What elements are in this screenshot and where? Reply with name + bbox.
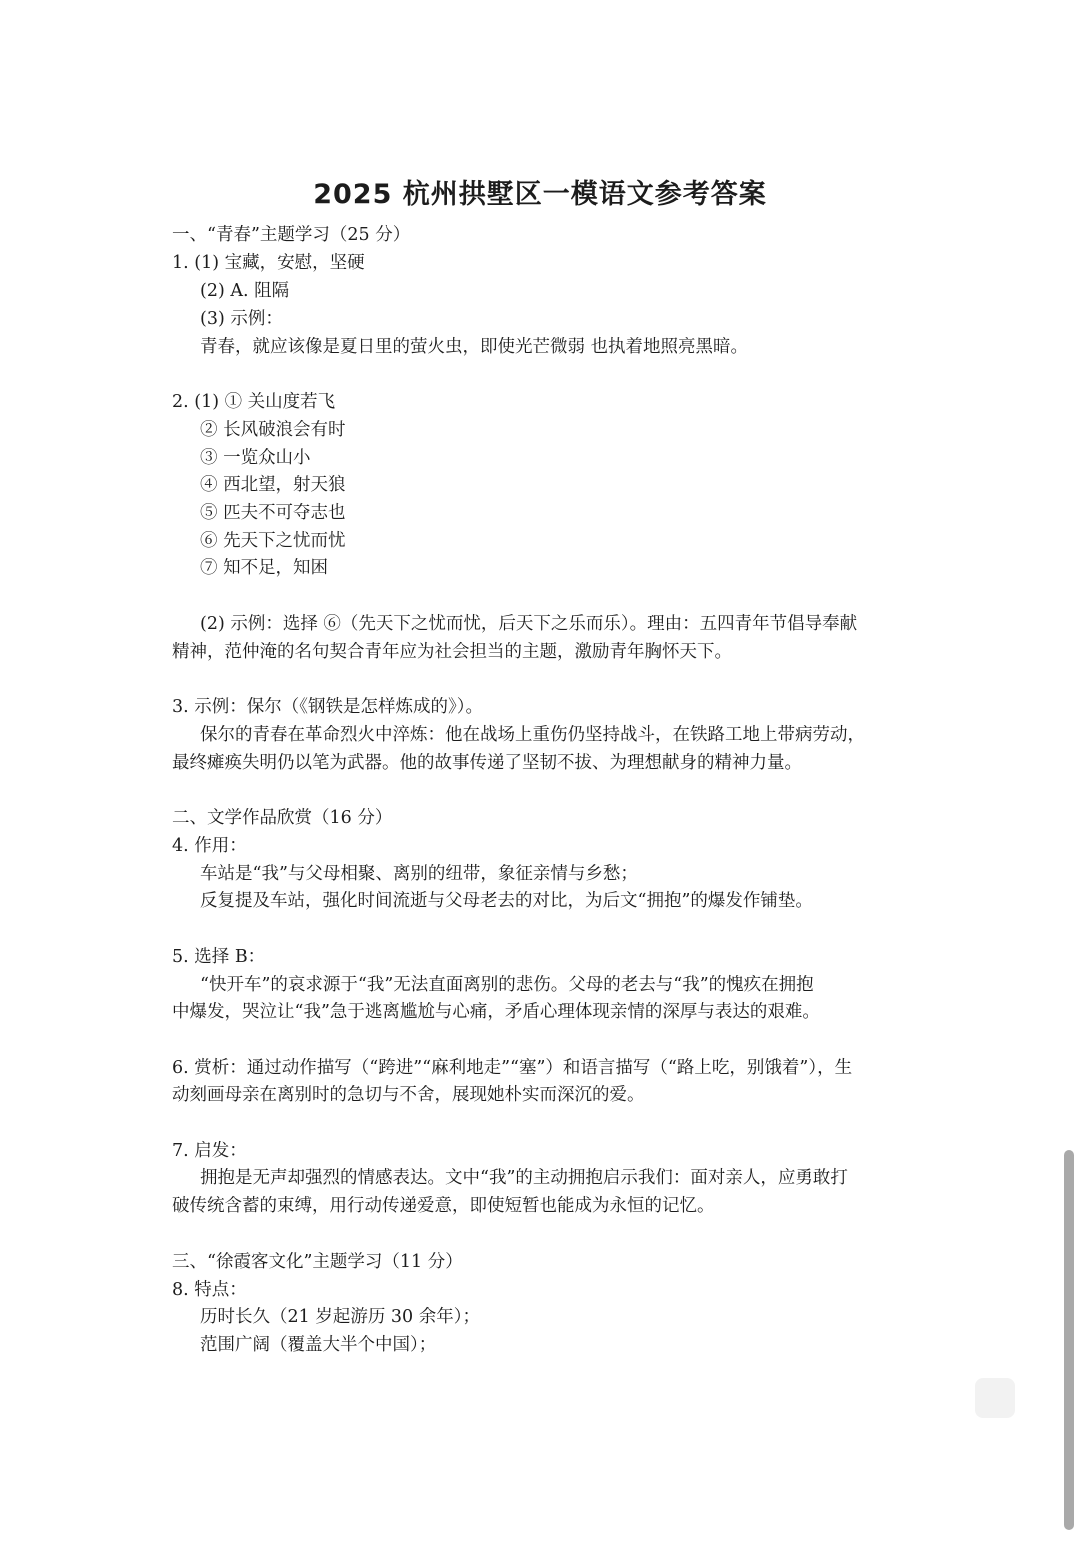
answer-line: 范围广阔（覆盖大半个中国）；: [200, 1335, 437, 1355]
section-heading: 一、“青春”主题学习（25 分）: [172, 225, 411, 245]
answer-line: 5. 选择 B：: [172, 947, 266, 967]
answer-line: 6. 赏析：通过动作描写（“跨进”“麻利地走”“塞”）和语言描写（“路上吃，别饿着”），生: [172, 1058, 853, 1078]
answer-line: 破传统含蓄的束缚，用行动传递爱意，即使短暂也能成为永恒的记忆。: [172, 1196, 715, 1216]
answer-line: ⑦ 知不足，知困: [200, 558, 329, 578]
answer-line: ③ 一览众山小: [200, 448, 311, 468]
answer-line: 保尔的青春在革命烈火中淬炼：他在战场上重伤仍坚持战斗，在铁路工地上带病劳动，: [200, 725, 865, 745]
answer-line: 历时长久（21 岁起游历 30 余年）；: [200, 1307, 480, 1327]
answer-line: ⑤ 匹夫不可夺志也: [200, 503, 346, 523]
answer-line: (3) 示例：: [200, 309, 283, 329]
document-title: 2025 杭州拱墅区一模语文参考答案: [313, 179, 767, 210]
section-heading: 三、“徐霞客文化”主题学习（11 分）: [172, 1252, 463, 1272]
answer-line: 1. (1) 宝藏，安慰，坚硬: [172, 253, 365, 273]
watermark-badge: [975, 1378, 1015, 1418]
answer-line: (2) 示例：选择 ⑥（先天下之忧而忧，后天下之乐而乐）。理由：五四青年节倡导奉献: [200, 614, 858, 634]
answer-line: ⑥ 先天下之忧而忧: [200, 531, 346, 551]
answer-line: 8. 特点：: [172, 1280, 247, 1300]
answer-line: 2. (1) ① 关山度若飞: [172, 392, 336, 412]
section-heading: 二、文学作品欣赏（16 分）: [172, 808, 393, 828]
answer-line: (2) A. 阻隔: [200, 281, 290, 301]
answer-line: 最终瘫痪失明仍以笔为武器。他的故事传递了坚韧不拔、为理想献身的精神力量。: [172, 753, 802, 773]
answer-line: 动刻画母亲在离别时的急切与不舍，展现她朴实而深沉的爱。: [172, 1085, 645, 1105]
answer-line: 车站是“我”与父母相聚、离别的纽带，象征亲情与乡愁；: [200, 864, 638, 884]
answer-line: ④ 西北望，射天狼: [200, 475, 346, 495]
answer-line: 拥抱是无声却强烈的情感表达。文中“我”的主动拥抱启示我们：面对亲人，应勇敢打: [200, 1168, 848, 1188]
answer-line: 精神，范仲淹的名句契合青年应为社会担当的主题，激励青年胸怀天下。: [172, 642, 732, 662]
answer-line: 7. 启发：: [172, 1141, 247, 1161]
answer-line: “快开车”的哀求源于“我”无法直面离别的悲伤。父母的老去与“我”的愧疚在拥抱: [200, 975, 814, 995]
answer-line: 反复提及车站，强化时间流逝与父母老去的对比，为后文“拥抱”的爆发作铺垫。: [200, 891, 813, 911]
answer-line: 青春，就应该像是夏日里的萤火虫，即使光芒微弱 也执着地照亮黑暗。: [200, 337, 749, 357]
answer-line: 3. 示例：保尔（《钢铁是怎样炼成的》）。: [172, 697, 484, 717]
answer-line: 中爆发，哭泣让“我”急于逃离尴尬与心痛，矛盾心理体现亲情的深厚与表达的艰难。: [172, 1002, 820, 1022]
answer-line: 4. 作用：: [172, 836, 247, 856]
vertical-scrollbar[interactable]: [1064, 1150, 1074, 1530]
answer-line: ② 长风破浪会有时: [200, 420, 346, 440]
